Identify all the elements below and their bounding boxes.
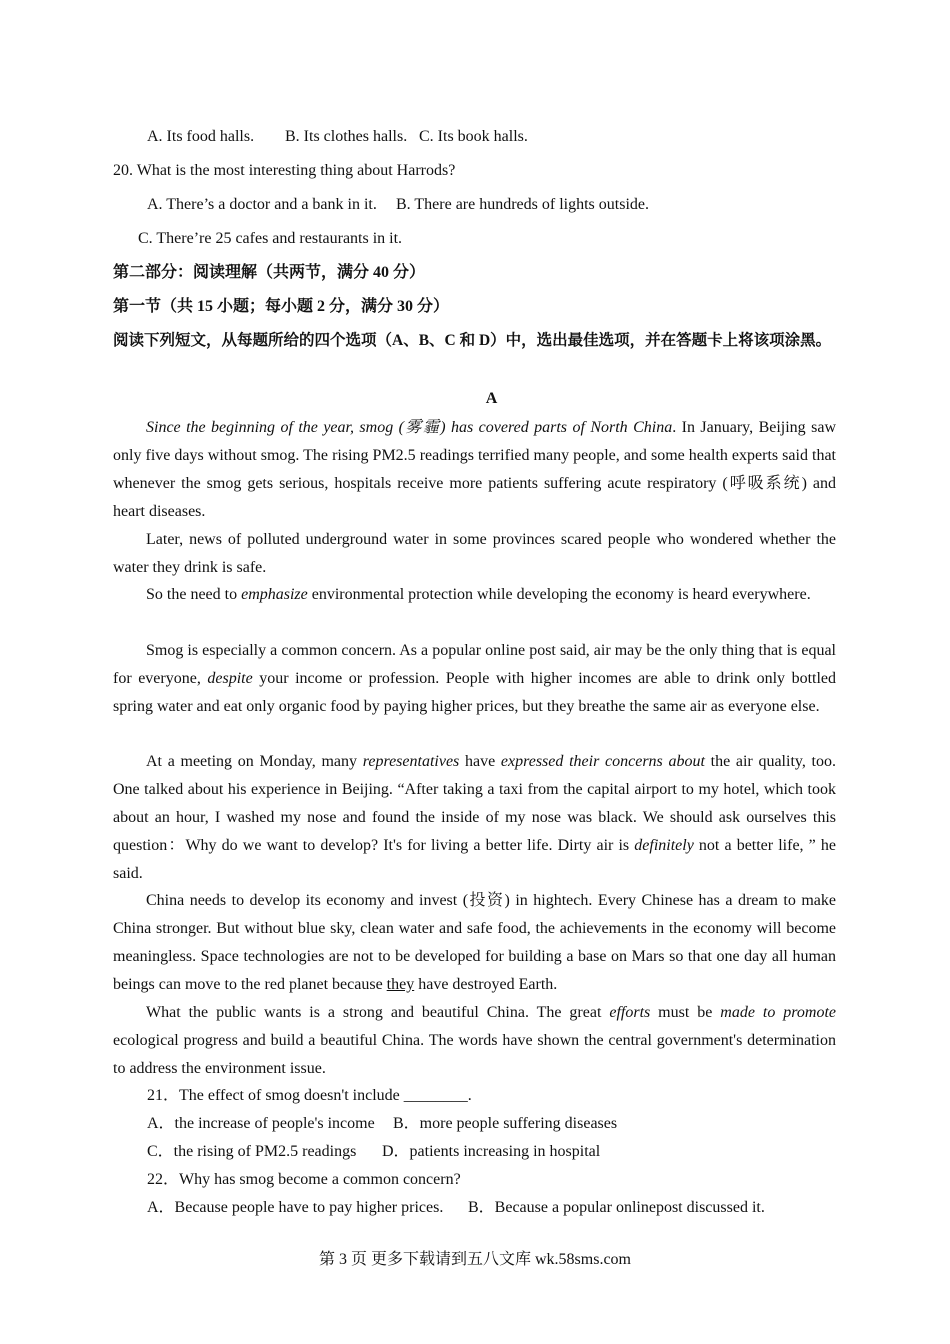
q20-option-c: C. There’re 25 cafes and restaurants in it. <box>138 230 403 247</box>
q22-option-b: B．Because a popular onlinepost discussed it. <box>468 1199 765 1216</box>
reading-instruction: 阅读下列短文，从每题所给的四个选项（A、B、C 和 D）中，选出最佳选项，并在答题卡上将该项涂黑。 <box>113 332 832 349</box>
passage-paragraph-3: So the need to emphasize environmental protection while developing the economy is heard everywhere. <box>146 586 811 603</box>
passage-heading: A <box>485 390 498 407</box>
page-footer: 第 3 页 更多下载请到五八文库 wk.58sms.com <box>318 1251 631 1268</box>
q21-option-c: C．the rising of PM2.5 readings <box>147 1143 357 1160</box>
q22-option-a: A．Because people have to pay higher prices. <box>147 1199 444 1216</box>
q21-question: 21．The effect of smog doesn't include ________. <box>147 1087 472 1104</box>
q21-option-a: A．the increase of people's income <box>147 1115 375 1132</box>
passage-paragraph-2: Later, news of polluted underground water in some provinces scared people who wondered whether the water they drink is safe. <box>113 531 836 576</box>
q21-option-d: D．patients increasing in hospital <box>382 1143 601 1160</box>
passage-paragraph-4: Smog is especially a common concern. As a popular online post said, air may be the only thing that is equal for everyone, despite your income or profession. People with higher incomes are able to drink only bottled spring water and eat only organic food by paying higher prices, but they breathe the same air as everyone else. <box>113 642 836 715</box>
q19-option-b: B. Its clothes halls. <box>285 128 408 145</box>
passage-paragraph-6: China needs to develop its economy and invest (投资) in hightech. Every Chinese has a dream to make China stronger. But without blue sky, clean water and safe food, the achievements in the economy will become meaningless. Space technologies are not to be developed for building a base on Mars so that one day all human beings can move to the red planet because they have destroyed Earth. <box>113 892 836 993</box>
q19-option-a: A. Its food halls. <box>147 128 255 145</box>
q20-option-b: B. There are hundreds of lights outside. <box>396 196 649 213</box>
q19-option-c: C. Its book halls. <box>419 128 528 145</box>
passage-paragraph-5: At a meeting on Monday, many representatives have expressed their concerns about the air quality, too. One talked about his experience in Beijing. “After taking a taxi from the capital airport to my hotel, which took about an hour, I washed my nose and found the inside of my nose was black. We should ask ourselves this question：Why do we want to develop? It's for living a better life. Dirty air is definitely not a better life, ” he said. <box>113 753 837 882</box>
q20-question: 20. What is the most interesting thing about Harrods? <box>113 162 456 179</box>
q22-question: 22．Why has smog become a common concern? <box>147 1171 461 1188</box>
part2-title: 第二部分：阅读理解（共两节，满分 40 分） <box>113 264 426 281</box>
q20-option-a: A. There’s a doctor and a bank in it. <box>147 196 377 213</box>
q21-option-b: B．more people suffering diseases <box>393 1115 618 1132</box>
passage-paragraph-1: Since the beginning of the year, smog (雾霾) has covered parts of North China. In January, Beijing saw only five days without smog. The rising PM2.5 readings terrified many people, and some health experts said that whenever the smog gets serious, hospitals receive more patients suffering acute respiratory (呼吸系统) and heart diseases. <box>113 419 836 520</box>
passage-paragraph-7: What the public wants is a strong and beautiful China. The great efforts must be made to promote ecological progress and build a beautiful China. The words have shown the central government's determination to address the environment issue. <box>113 1004 836 1077</box>
section1-title: 第一节（共 15 小题；每小题 2 分，满分 30 分） <box>113 298 450 315</box>
